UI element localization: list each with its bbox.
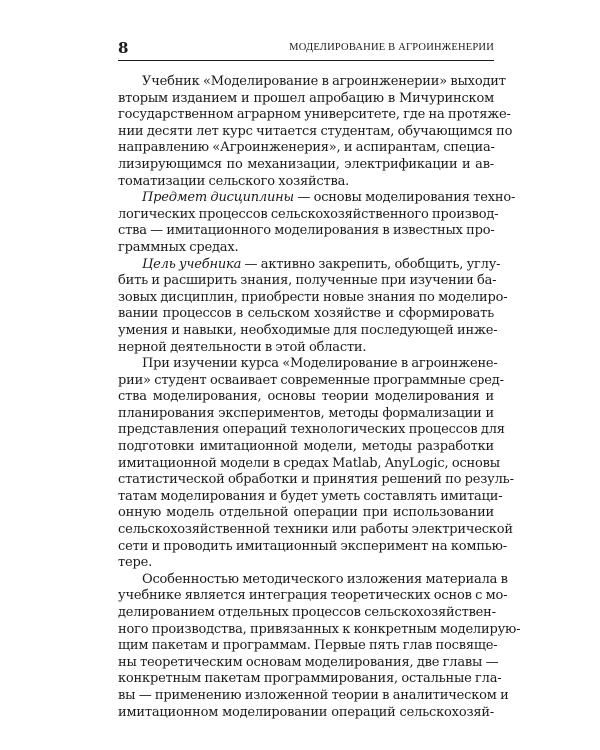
paragraph xyxy=(118,190,516,256)
text-line: государственном аграрном университете, где на протяже- xyxy=(118,107,511,123)
text-line: ства — имитационного моделирования в известных про- xyxy=(118,223,495,239)
term: Цель учебника xyxy=(142,256,242,272)
text-line: ного производства, привязанных к конкретным моделирую- xyxy=(118,621,521,637)
text-line: имитационном моделировании операций сельскохозяй- xyxy=(118,704,494,720)
text-line: рии» студент осваивает современные программные сред- xyxy=(118,372,504,388)
text-line: бить и расширить знания, полученные при изучении ба- xyxy=(118,273,497,289)
running-head: МОДЕЛИРОВАНИЕ В АГРОИНЖЕНЕРИИ xyxy=(289,42,494,53)
text-line: вы — применению изложенной теории в аналитическом и xyxy=(118,687,509,703)
text-line: ства моделирования, основы теории моделирования и xyxy=(118,389,494,405)
text-line: граммных средах. xyxy=(118,239,239,255)
text-line: умения и навыки, необходимые для последующей инже- xyxy=(118,322,498,338)
text-line: зовых дисциплин, приобрести новые знания по моделиро- xyxy=(118,289,508,305)
text-line: щим пакетам и программам. Первые пять глав посвяще- xyxy=(118,638,498,654)
text-line: направлению «Агроинженерия», и аспирантам, специа- xyxy=(118,140,495,156)
page-header xyxy=(118,36,494,61)
text-line: статистической обработки и принятия решений по резуль- xyxy=(118,472,514,488)
text-line: ны теоретическим основам моделирования, две главы — xyxy=(118,654,499,670)
text-line: делированием отдельных процессов сельскохозяйствен- xyxy=(118,605,496,620)
text-line: сети и проводить имитационный эксперимент на компью- xyxy=(118,538,507,554)
text-line: нерной деятельности в этой области. xyxy=(118,339,367,355)
text-line: представления операций технологических процессов для xyxy=(118,422,505,438)
text-line: вторым изданием и прошел апробацию в Мичуринском xyxy=(118,90,494,106)
text-line: Учебник «Моделирование в агроинженерии» выходит xyxy=(142,74,506,89)
text-line: имитационной модели в средах Matlab, AnyLogic, основы xyxy=(118,455,500,471)
text-line: вании процессов в сельском хозяйстве и сформировать xyxy=(118,306,494,322)
text-line: учебнике является интеграция теоретических основ с мо- xyxy=(118,588,508,604)
text-fragment: — основы моделирования техно- xyxy=(293,190,516,206)
paragraph xyxy=(118,356,514,572)
text-line: планирования экспериментов, методы формализации и xyxy=(118,405,494,421)
text-line xyxy=(118,256,501,274)
text-line: подготовки имитационной модели, методы разработки xyxy=(118,439,494,455)
text-line: нии десяти лет курс читается студентам, обучающимся по xyxy=(118,123,513,139)
paragraph xyxy=(118,571,521,721)
text-line: томатизации сельского хозяйства. xyxy=(118,173,350,189)
text-line: татам моделирования и будет уметь составлять имитаци- xyxy=(118,488,503,504)
page-number: 8 xyxy=(118,39,129,57)
term: Предмет дисциплины xyxy=(142,190,294,206)
text-fragment: — активно закрепить, обобщить, углу- xyxy=(241,256,501,272)
text-line: конкретным пакетам программирования, остальные гла- xyxy=(118,671,502,687)
text-line: При изучении курса «Моделирование в агроинжене- xyxy=(142,356,498,372)
text-line: лизирующимся по механизации, электрификации и ав- xyxy=(118,156,494,172)
text-line: сельскохозяйственной техники или работы электрической xyxy=(118,522,513,538)
text-line: Особенностью методического изложения материала в xyxy=(142,571,508,587)
text-line: логических процессов сельскохозяйственного производ- xyxy=(118,206,499,222)
text-line: онную модель отдельной операции при использовании xyxy=(118,505,494,521)
paragraph xyxy=(118,256,508,357)
text-line: тере. xyxy=(118,555,153,571)
body-text xyxy=(118,74,521,721)
text-line xyxy=(118,190,516,207)
paragraph xyxy=(118,74,513,190)
